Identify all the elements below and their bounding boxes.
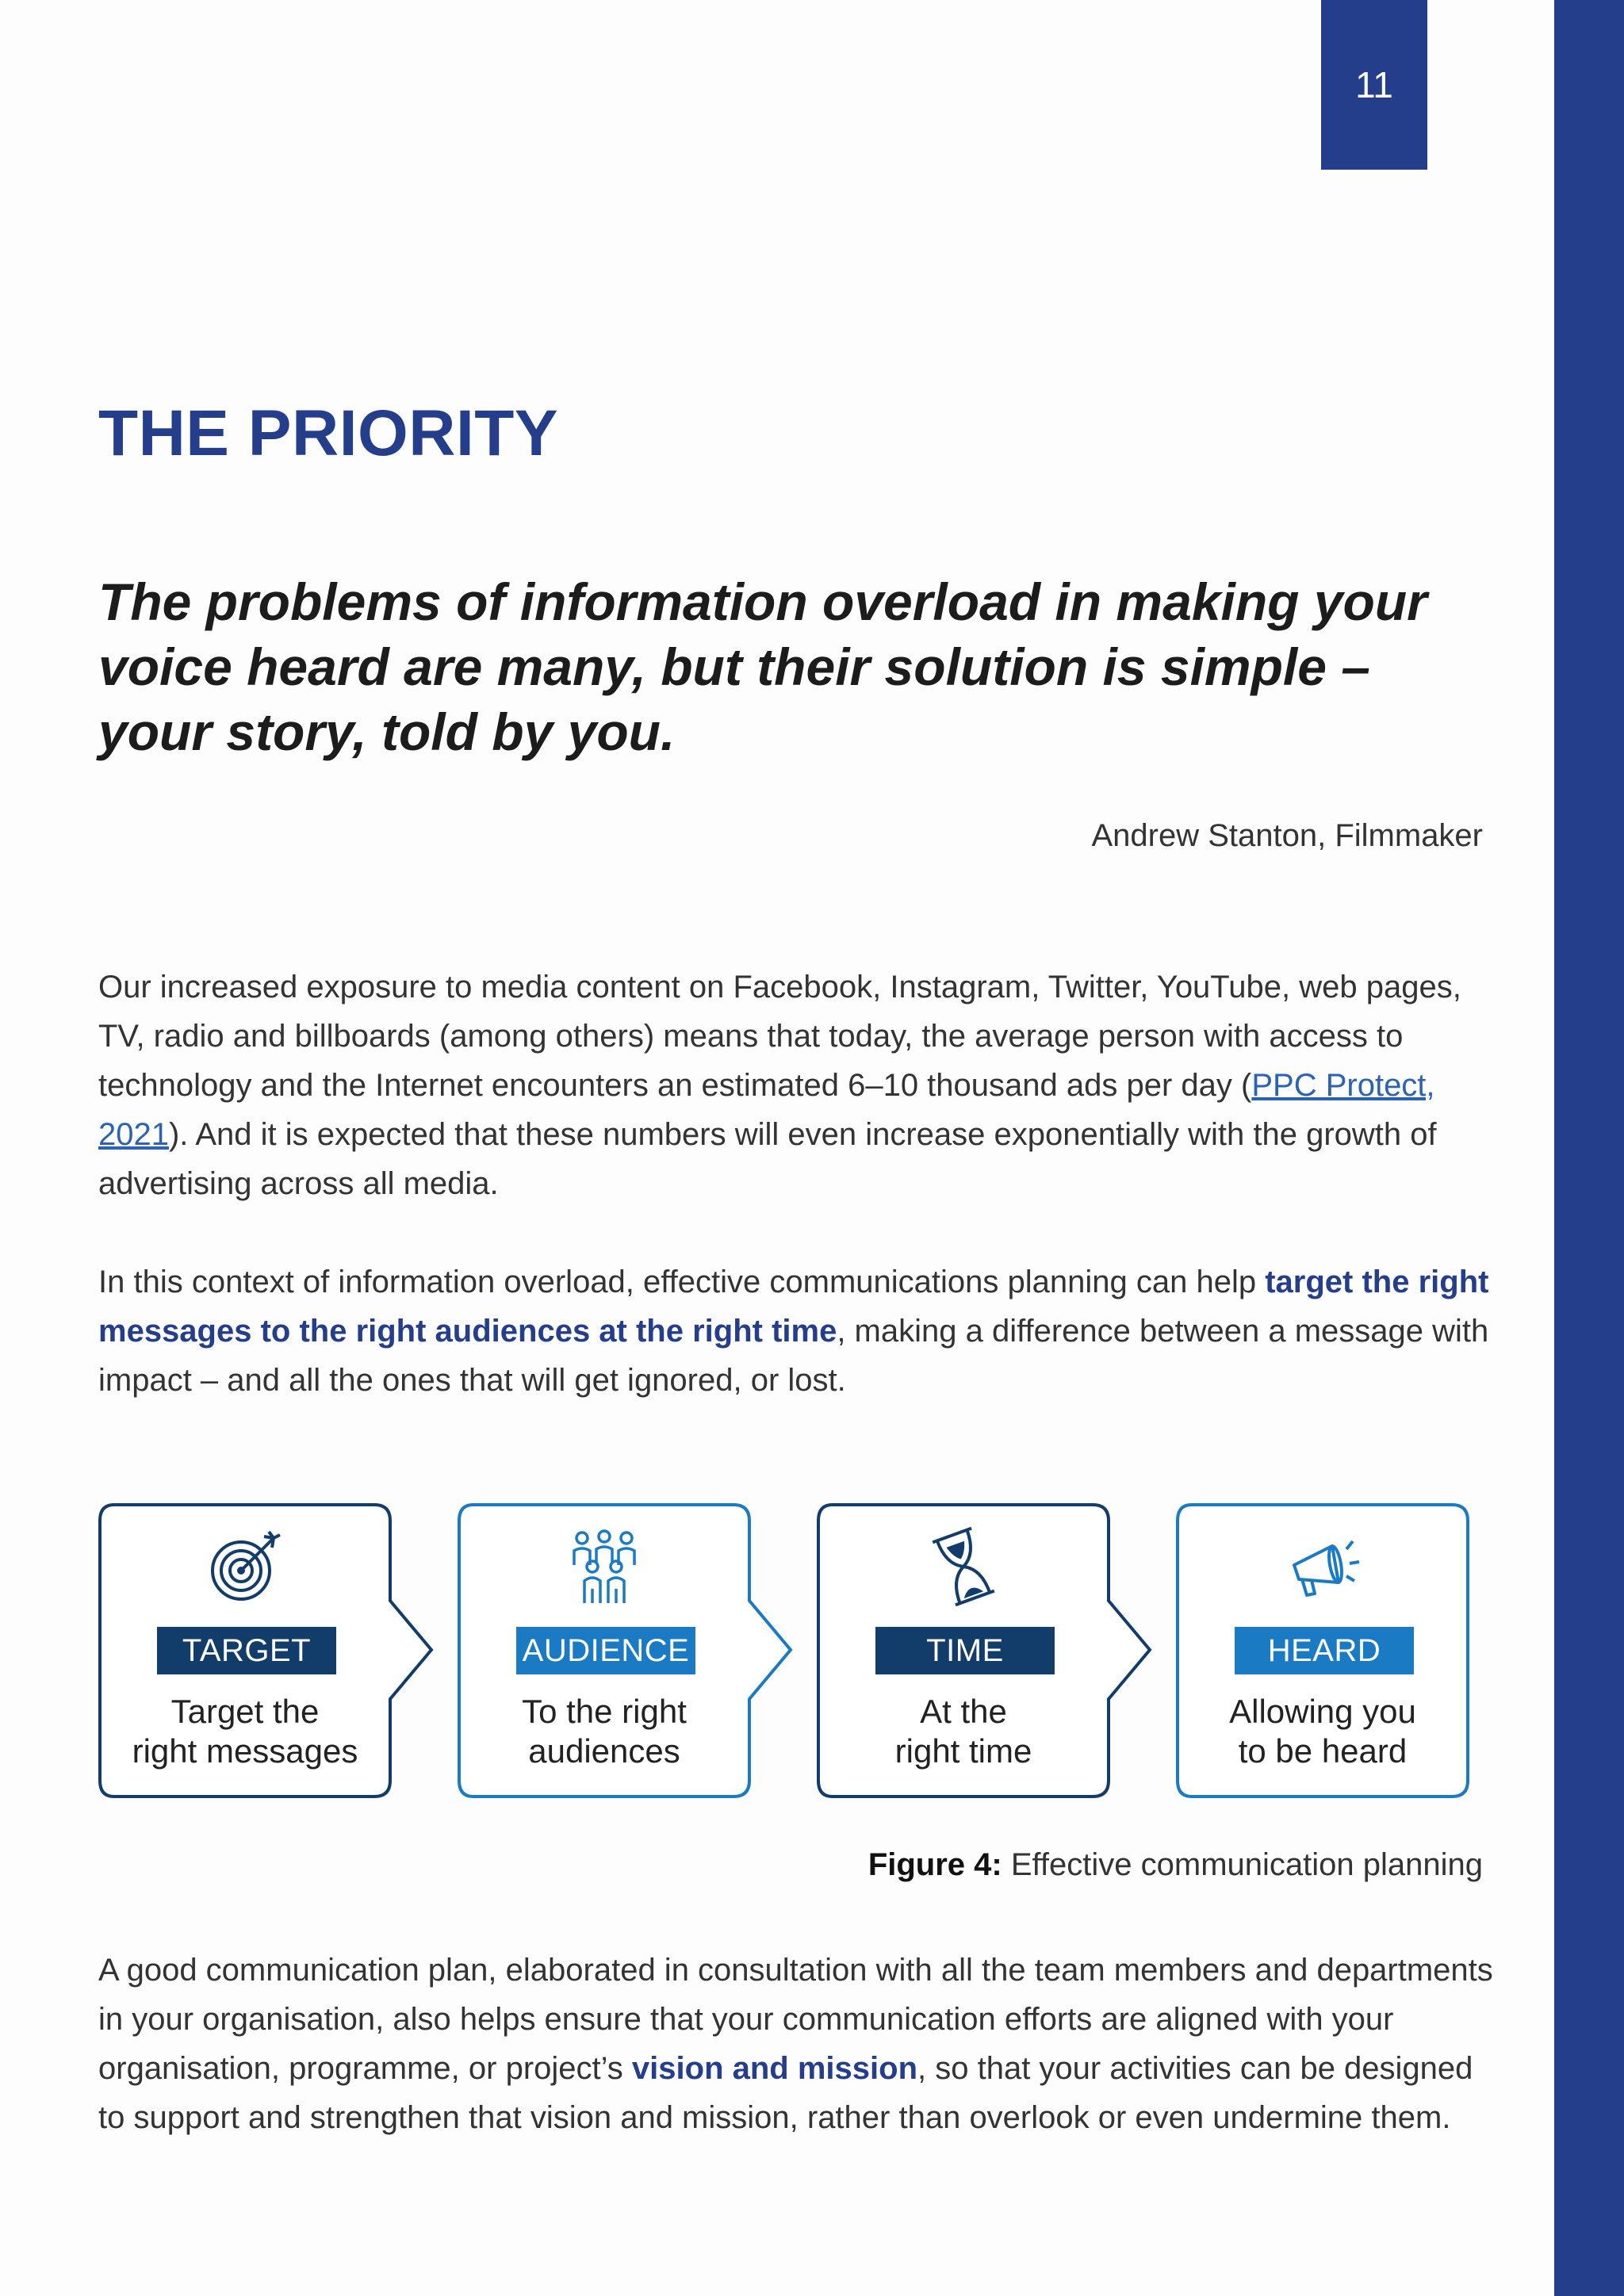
section-title: THE PRIORITY — [98, 397, 559, 469]
paragraph-text: In this context of information overload, effective communications planning can help — [98, 1265, 1266, 1299]
card-label-audience: AUDIENCE — [516, 1627, 695, 1674]
paragraph-text: A good communication plan, elaborated in consultation with all the team members and departments in your organisation, also helps ensure that your communication efforts are aligned with your organisation, programme, or project’s — [98, 1953, 1493, 2086]
card-line: To the right — [522, 1693, 687, 1730]
quote-attribution: Andrew Stanton, Filmmaker — [1091, 818, 1483, 853]
pull-quote: The problems of information overload in making your voice heard are many, but their solution is simple – your story, told by you. — [98, 572, 1427, 761]
paragraph-communication-plan — [98, 1946, 1494, 2142]
paragraph-text: , making a difference between a message with impact – and all the ones that will get ignored, or lost. — [98, 1314, 1489, 1398]
card-time — [817, 1503, 1110, 1797]
card-description — [98, 1692, 392, 1771]
paragraph-exposure — [98, 962, 1494, 1208]
page-number: 11 — [1355, 64, 1393, 105]
emphasis-text: target the right messages to the right audiences at the right time — [98, 1265, 1489, 1349]
card-description — [458, 1692, 751, 1771]
target-icon — [205, 1527, 285, 1606]
megaphone-icon — [1283, 1527, 1362, 1606]
card-description — [817, 1692, 1110, 1771]
people-icon — [565, 1527, 644, 1606]
paragraph-text: ). And it is expected that these numbers will even increase exponentially with the growth of advertising across all media. — [98, 1117, 1437, 1201]
card-description — [1176, 1692, 1469, 1771]
emphasis-text: vision and mission — [631, 2051, 917, 2086]
card-audience — [458, 1503, 751, 1797]
figure-caption — [868, 1847, 1483, 1883]
card-target — [98, 1503, 392, 1797]
caption-text: Effective communication planning — [1002, 1847, 1483, 1882]
card-line: audiences — [528, 1732, 680, 1770]
page-number-tab — [1321, 0, 1427, 170]
hourglass-icon — [924, 1527, 1003, 1606]
card-heard — [1176, 1503, 1469, 1797]
card-line: Target the — [170, 1693, 320, 1730]
card-line: right time — [894, 1732, 1032, 1770]
side-color-bar — [1554, 0, 1624, 2296]
caption-label: Figure 4: — [868, 1847, 1002, 1882]
card-line: At the — [920, 1693, 1007, 1730]
card-line: to be heard — [1238, 1732, 1408, 1770]
paragraph-text: Our increased exposure to media content on Facebook, Instagram, Twitter, YouTube, web pages, TV, radio and billboards (among others) means that today, the average person with access to technology and the Internet encounters an estimated 6–10 thousand ads per day ( — [98, 970, 1461, 1103]
communication-planning-figure — [98, 1503, 1470, 1798]
card-label-heard: HEARD — [1235, 1627, 1414, 1674]
card-line: right messages — [132, 1732, 358, 1770]
paragraph-context — [98, 1257, 1494, 1405]
card-label-target: TARGET — [157, 1627, 336, 1674]
paragraph-text: , so that your activities can be designed to support and strengthen that vision and mission, rather than overlook or even undermine them. — [98, 2051, 1473, 2135]
citation-link[interactable]: PPC Protect, 2021 — [98, 1068, 1435, 1152]
card-line: Allowing you — [1229, 1693, 1416, 1730]
card-label-time: TIME — [875, 1627, 1055, 1674]
